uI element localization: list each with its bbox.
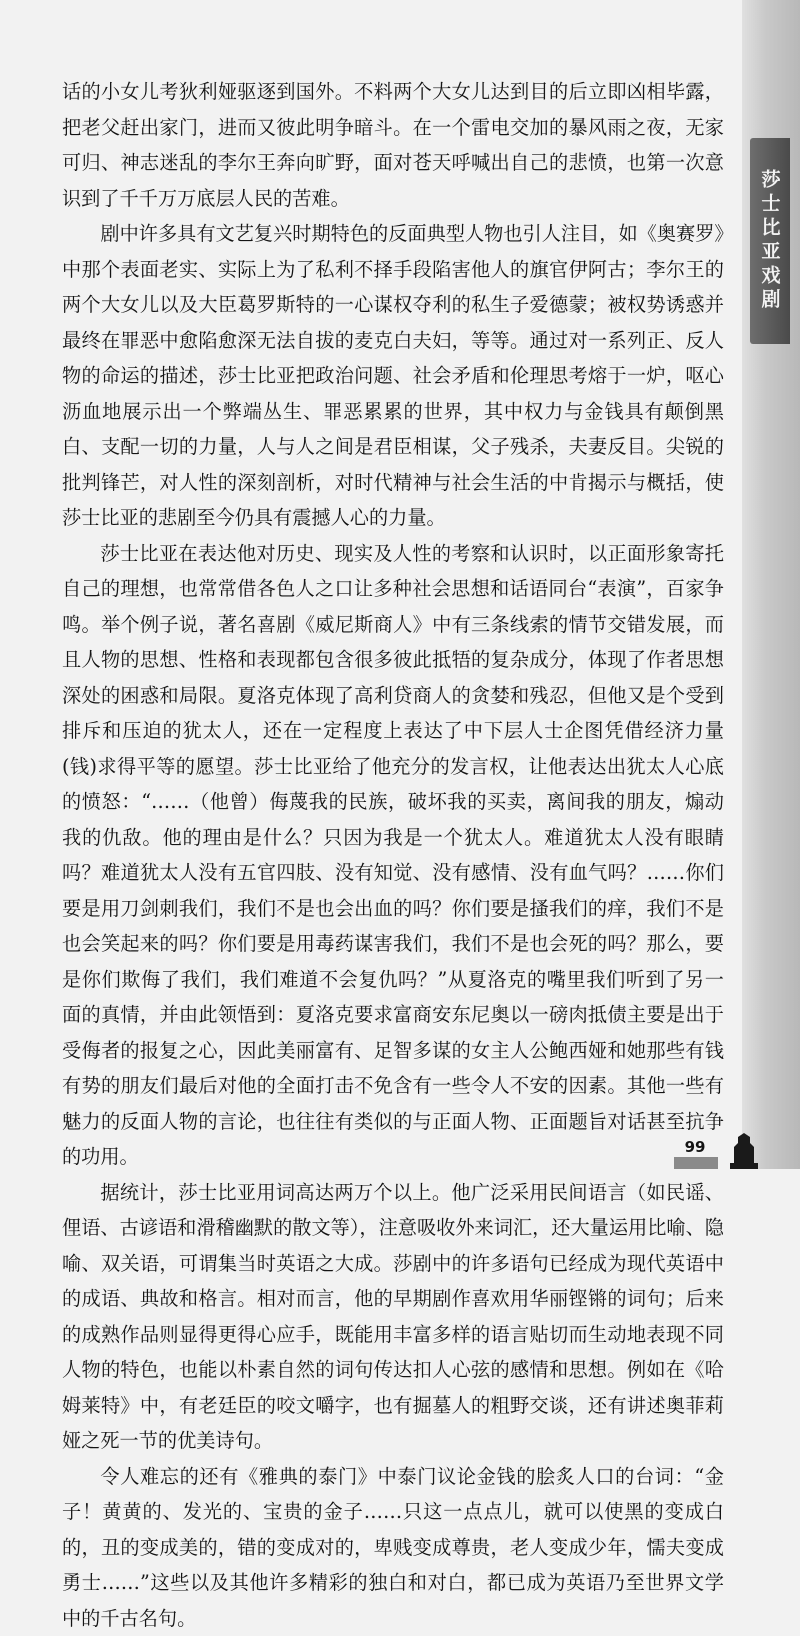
paragraph-4: 据统计，莎士比亚用词高达两万个以上。他广泛采用民间语言（如民谣、俚语、古谚语和滑稽幽默的散文等），注意吸收外来词汇，还大量运用比喻、隐喻、双关语，可谓集当时英语之大成。莎剧中的许多语句已经成为现代英语中的成语、典故和格言。相对而言，他的早期剧作喜欢用华丽铿锵的词句；后来的成熟作品则显得更得心应手，既能用丰富多样的语言贴切而生动地表现不同人物的特色，也能以朴素自然的词句传达扣人心弦的感情和思想。例如在《哈姆莱特》中，有老廷臣的咬文嚼字，也有掘墓人的粗野交谈，还有讲述奥菲莉娅之死一节的优美诗句。 xyxy=(62,1175,724,1459)
page-edge-band xyxy=(742,0,800,1169)
page-body xyxy=(62,74,724,1636)
section-tab-label: 莎士比亚戏剧 xyxy=(757,169,784,313)
paragraph-1: 话的小女儿考狄利娅驱逐到国外。不料两个大女儿达到目的后立即凶相毕露，把老父赶出家门，进而又彼此明争暗斗。在一个雷电交加的暴风雨之夜，无家可归、神志迷乱的李尔王奔向旷野，面对苍天呼喊出自己的悲愤，也第一次意识到了千千万万底层人民的苦难。 xyxy=(62,74,724,216)
paragraph-3: 莎士比亚在表达他对历史、现实及人性的考察和认识时，以正面形象寄托自己的理想，也常常借各色人之口让多种社会思想和话语同台“表演”，百家争鸣。举个例子说，著名喜剧《威尼斯商人》中有三条线索的情节交错发展，而且人物的思想、性格和表现都包含很多彼此抵牾的复杂成分，体现了作者思想深处的困惑和局限。夏洛克体现了高利贷商人的贪婪和残忍，但他又是个受到排斥和压迫的犹太人，还在一定程度上表达了中下层人士企图凭借经济力量(钱)求得平等的愿望。莎士比亚给了他充分的发言权，让他表达出犹太人心底的愤怒：“……（他曾）侮蔑我的民族，破坏我的买卖，离间我的朋友，煽动我的仇敌。他的理由是什么？只因为我是一个犹太人。难道犹太人没有眼睛吗？难道犹太人没有五官四肢、没有知觉、没有感情、没有血气吗？……你们要是用刀剑刺我们，我们不是也会出血的吗？你们要是搔我们的痒，我们不是也会笑起来的吗？你们要是用毒药谋害我们，我们不是也会死的吗？那么，要是你们欺侮了我们，我们难道不会复仇吗？”从夏洛克的嘴里我们听到了另一面的真情，并由此领悟到：夏洛克要求富商安东尼奥以一磅肉抵债主要是出于受侮者的报复之心，因此美丽富有、足智多谋的女主人公鲍西娅和她那些有钱有势的朋友们最后对他的全面打击不免含有一些令人不安的因素。其他一些有魅力的反面人物的言论，也往往有类似的与正面人物、正面题旨对话甚至抗争的功用。 xyxy=(62,536,724,1175)
section-tab xyxy=(750,138,790,344)
page-number: 99 xyxy=(680,1138,710,1156)
page-number-bar xyxy=(674,1157,718,1169)
corner-ornament-icon xyxy=(730,1133,758,1169)
paragraph-5: 令人难忘的还有《雅典的泰门》中泰门议论金钱的脍炙人口的台词：“金子！黄黄的、发光的、宝贵的金子……只这一点点儿，就可以使黑的变成白的，丑的变成美的，错的变成对的，卑贱变成尊贵，老人变成少年，懦夫变成勇士……”这些以及其他许多精彩的独白和对白，都已成为英语乃至世界文学中的千古名句。 xyxy=(62,1459,724,1636)
paragraph-2: 剧中许多具有文艺复兴时期特色的反面典型人物也引人注目，如《奥赛罗》中那个表面老实、实际上为了私利不择手段陷害他人的旗官伊阿古；李尔王的两个大女儿以及大臣葛罗斯特的一心谋权夺利的私生子爱德蒙；被权势诱惑并最终在罪恶中愈陷愈深无法自拔的麦克白夫妇，等等。通过对一系列正、反人物的命运的描述，莎士比亚把政治问题、社会矛盾和伦理思考熔于一炉，呕心沥血地展示出一个弊端丛生、罪恶累累的世界，其中权力与金钱具有颠倒黑白、支配一切的力量，人与人之间是君臣相谋，父子残杀，夫妻反目。尖锐的批判锋芒，对人性的深刻剖析，对时代精神与社会生活的中肯揭示与概括，使莎士比亚的悲剧至今仍具有震撼人心的力量。 xyxy=(62,216,724,536)
